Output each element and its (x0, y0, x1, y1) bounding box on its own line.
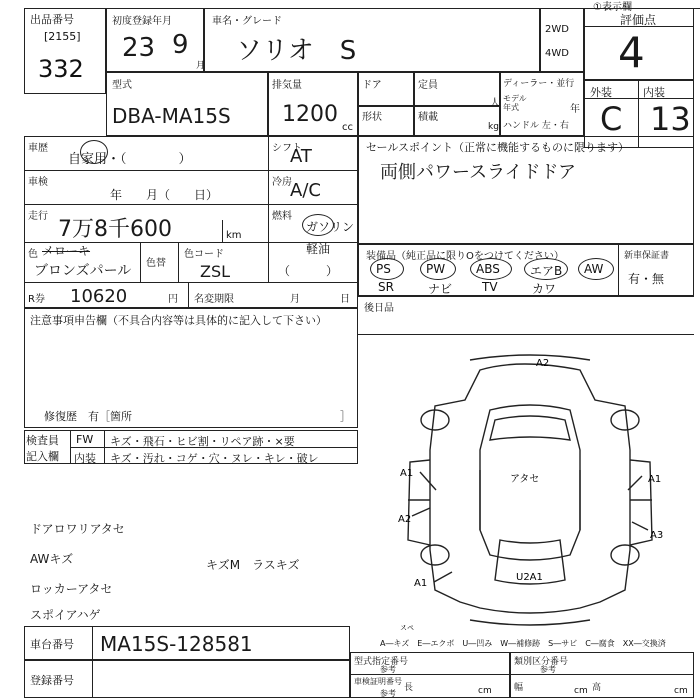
height-cm: cm (674, 686, 688, 696)
chassis-value: MA15S-128581 (100, 632, 253, 656)
cert-sub: 参考 (380, 665, 396, 674)
equip-pw-circle (420, 258, 456, 280)
equip-pw: PW (426, 262, 446, 276)
equip-sr: SR (378, 280, 394, 294)
fuel-label: 燃料 (272, 211, 292, 222)
after-rule-bottom (358, 334, 694, 335)
disp-unit: cc (342, 122, 353, 133)
equip-ps-circle (370, 258, 404, 280)
color-label: 色 (28, 249, 38, 260)
shape-label: 形状 (362, 112, 382, 123)
mileage-unit-div (222, 220, 223, 242)
disp-label: 排気量 (272, 80, 302, 91)
after-rule (358, 296, 694, 297)
ext-int-rule (584, 98, 694, 99)
equip-leather: カワ (532, 282, 557, 296)
int-insp-text: キズ・汚れ・コゲ・穴・ヌレ・キレ・破レ (110, 452, 319, 465)
drive-4wd: 4WD (545, 48, 569, 59)
inspection-label: 車検 (28, 177, 48, 188)
dealer-label: ディーラー・並行 (503, 79, 575, 89)
year-unit: 年 (570, 104, 580, 115)
equip-aw: AW (584, 262, 604, 276)
cert-date-sub: 参考 (380, 689, 396, 698)
equip-abs: ABS (476, 262, 500, 276)
equip-airb-circle (524, 258, 568, 280)
load-unit: kg (488, 122, 499, 132)
category-label: 類別区分番号 (514, 657, 569, 667)
height-label: 高 (592, 683, 602, 693)
int-value: 13 (650, 100, 691, 138)
diagram-legend: A―キズ E―エクボ U―凹み W―補修跡 S―サビ C―腐食 XX―交換済 (380, 639, 666, 648)
int-insp-label: 内装 (74, 452, 96, 465)
remark-4: スポイアハゲ (30, 608, 101, 622)
equip-aw-circle (578, 258, 614, 280)
type-label: 型式 (112, 80, 132, 91)
reg-year: 23 (122, 33, 156, 63)
lot-label: 出品番号 (30, 13, 74, 26)
drive-2wd: 2WD (545, 24, 569, 35)
model-label: 車名・グレード (212, 16, 282, 27)
mileage-unit: km (226, 230, 242, 241)
equipment-div (618, 244, 619, 296)
equip-navi: ナビ (428, 282, 453, 296)
capacity-label: 定員 (418, 80, 438, 91)
load-label: 積載 (418, 112, 438, 123)
lot-number: 332 (38, 55, 84, 83)
color-change-label: 色替 (146, 258, 166, 269)
mark-a2-left: A2 (398, 514, 412, 525)
equipment-label: 装備品（純正品に限りOをつけてください） (366, 251, 564, 262)
fw-text: キズ・飛石・ヒビ割・リペア跡・×要 (110, 435, 295, 448)
notes-label: 注意事項申告欄（不具合内容等は具体的に記入して下さい） (30, 314, 327, 327)
mark-a1-left: A1 (400, 468, 414, 479)
width-cm: cm (574, 686, 588, 696)
history-rule-1 (24, 170, 358, 171)
fuel-blank: （ ） (278, 264, 339, 278)
mileage-label: 走行 (28, 211, 48, 222)
equip-airb: エアB (530, 264, 563, 278)
length-label: 長 (404, 683, 414, 693)
capacity-unit: 人 (490, 98, 500, 109)
type-value: DBA-MA15S (112, 104, 231, 128)
warranty-value: 有・無 (628, 272, 665, 286)
recycle-value: 10620 (70, 286, 128, 307)
aircon-label: 冷房 (272, 177, 292, 188)
name-change-day: 日 (340, 294, 350, 305)
history-rule-4 (24, 282, 358, 283)
ext-value: C (600, 100, 623, 138)
reg-no-label: 登録番号 (30, 674, 74, 687)
int-label: 内装 (643, 86, 665, 99)
model-year-label: モデル年式 (503, 94, 527, 112)
score-label: 評価点 (620, 13, 657, 27)
mark-a3-right: A3 (650, 530, 664, 541)
reg-label: 初度登録年月 (112, 16, 172, 27)
mark-u2a1: U2A1 (516, 572, 543, 583)
color-div-2 (178, 242, 179, 282)
model-value: ソリオ S (236, 36, 357, 66)
history-label: 車歴 (28, 143, 48, 154)
history-rule-2 (24, 204, 358, 205)
chassis-label: 車台番号 (30, 638, 74, 651)
remark-3: ロッカーアタセ (30, 582, 113, 596)
name-change-month: 月 (290, 294, 300, 305)
fuel-diesel: 軽油 (306, 242, 331, 256)
fw-label: FW (76, 433, 94, 446)
category-sub: 参考 (540, 665, 556, 674)
mark-a1-left2: A1 (414, 578, 428, 589)
equip-ps: PS (376, 262, 391, 276)
lot-sub: [2155] (44, 30, 81, 43)
cert-date-label: 車検証明番号 (354, 677, 402, 686)
equip-abs-circle (470, 258, 512, 280)
after-label: 後日品 (364, 303, 394, 314)
cert-label: 型式指定番号 (354, 657, 409, 667)
remark-2: AWキズ (30, 552, 74, 566)
repair-label: 修復歴 有［箇所 (44, 410, 132, 423)
recycle-label: R券 (28, 294, 45, 305)
top-note: ①表示欄 (593, 2, 632, 13)
color-code-label: 色コード (184, 249, 224, 260)
history-circle (80, 140, 108, 164)
aircon-value: A/C (290, 180, 321, 201)
length-cm: cm (478, 686, 492, 696)
color-div-1 (140, 242, 141, 282)
fuel-gas: ガソリン (306, 220, 355, 234)
mileage-value: 7万8千600 (58, 217, 172, 242)
color-strike: メローキ (42, 244, 91, 258)
warranty-label: 新車保証書 (624, 251, 670, 261)
disp-value: 1200 (282, 102, 338, 127)
history-value: 自家用・（ ） (68, 152, 192, 167)
name-change-label: 名変期限 (194, 294, 234, 305)
reg-month-unit: 月 (196, 61, 206, 71)
score-label-rule (584, 26, 694, 27)
drive-box (540, 8, 584, 72)
mark-a1-right: A1 (648, 474, 662, 485)
handle-label: ハンドル 左・右 (503, 121, 569, 131)
fuel-circle (302, 214, 334, 236)
remark-1: ドアロワリアタセ (30, 522, 125, 536)
inspector-label-2: 記入欄 (26, 450, 59, 463)
car-diagram (380, 340, 690, 630)
mark-spoiler: スペ (400, 624, 414, 630)
reg-month: 9 (172, 30, 189, 60)
inspection-value: 年 月（ 日） (110, 188, 219, 202)
mark-a2-top: A2 (536, 358, 550, 369)
repair-close: ］ (340, 410, 351, 423)
shift-value: AT (290, 146, 312, 167)
sales-label: セールスポイント（正常に機能するものに限ります） (366, 141, 630, 154)
mark-atase: アタセ (510, 474, 540, 485)
recycle-div (188, 282, 189, 308)
color-code-value: ZSL (200, 262, 231, 281)
shift-label: シフト (272, 143, 302, 154)
equip-tv: TV (482, 280, 498, 294)
width-label: 幅 (514, 683, 524, 693)
history-col-div (268, 136, 269, 282)
color-value: ブロンズパール (34, 263, 132, 279)
ext-label: 外装 (590, 86, 612, 99)
inspector-label-1: 検査員 (26, 434, 59, 447)
sales-value: 両側パワースライドドア (380, 162, 577, 183)
remark-2b: キズM ラスキズ (206, 558, 300, 572)
door-label: ドア (362, 80, 382, 91)
score-value: 4 (618, 28, 645, 77)
recycle-unit: 円 (168, 294, 178, 305)
